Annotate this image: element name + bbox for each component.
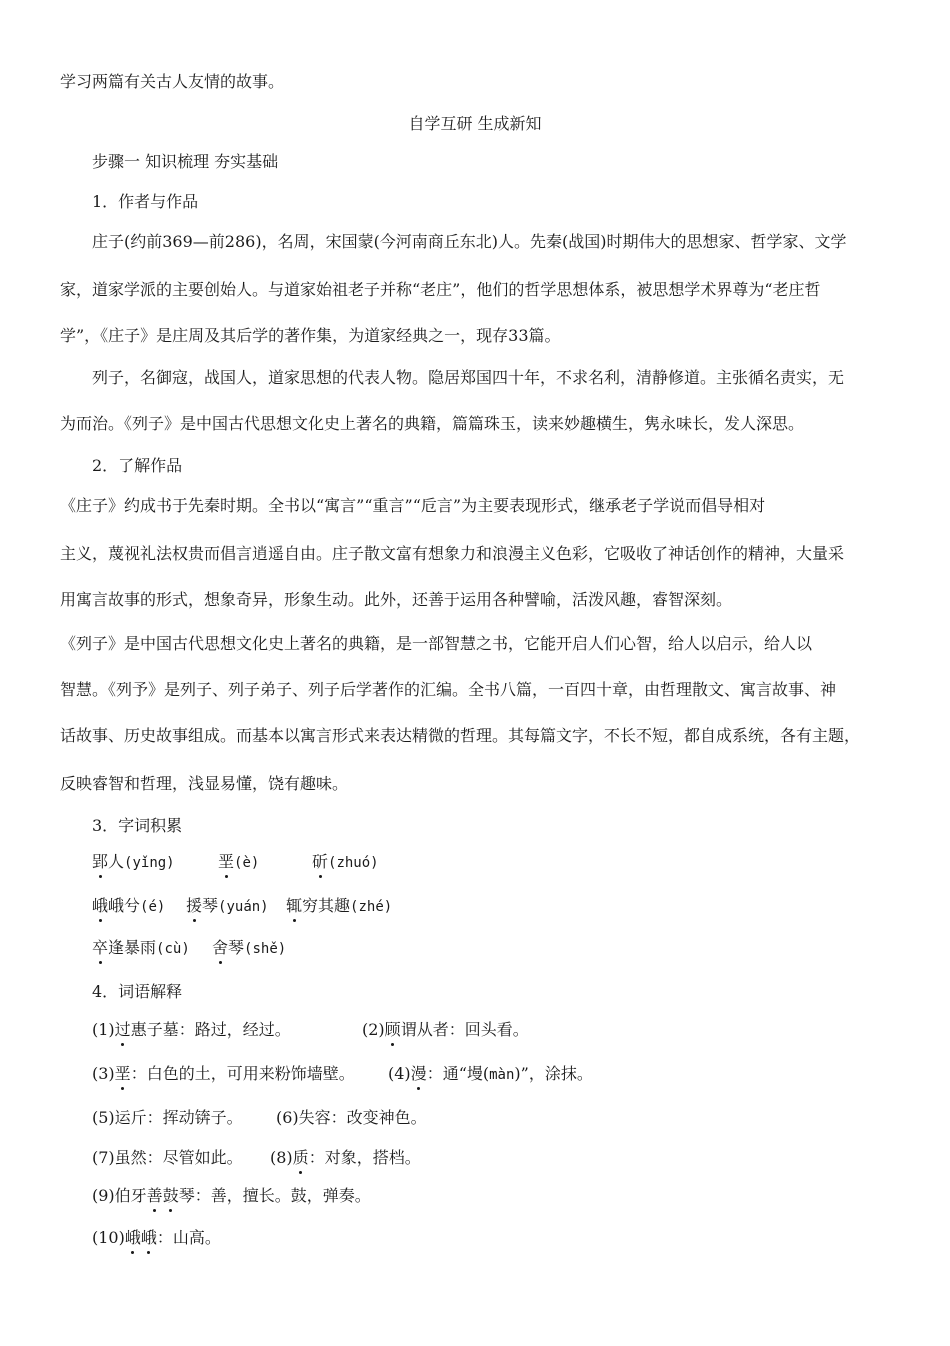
section3-heading: 3．字词积累 bbox=[92, 816, 183, 835]
definition-item: (3)垩：白色的土，可用来粉饰墙壁。 bbox=[92, 1064, 355, 1083]
definition-item: (5)运斤：挥动锛子。 bbox=[92, 1108, 243, 1127]
pinyin: (yǐng) bbox=[124, 855, 175, 871]
para-liezi-work-line: 《列子》是中国古代思想文化史上著名的典籍，是一部智慧之书，它能开启人们心智，给人以启示，给人以 bbox=[60, 634, 813, 653]
para-zhuangzi-work-line: 用寓言故事的形式，想象奇异，形象生动。此外，还善于运用各种譬喻，活泼风趣，睿智深刻。 bbox=[60, 590, 733, 609]
para-zhuangzi-author-line: 家，道家学派的主要创始人。与道家始祖老子并称“老庄”，他们的哲学思想体系，被思想学术界尊为“老庄哲 bbox=[60, 280, 821, 299]
pinyin: (cù) bbox=[156, 941, 190, 957]
vocab-item: 郢人(yǐng) bbox=[92, 852, 175, 871]
emphasis-char: 斫 bbox=[312, 852, 329, 871]
para-liezi-author-line: 为而治。《列子》是中国古代思想文化史上著名的典籍，篇篇珠玉，读来妙趣横生，隽永味长，发人深思。 bbox=[60, 414, 805, 433]
pinyin: (é) bbox=[140, 899, 166, 915]
emphasis-char: 援 bbox=[186, 896, 203, 915]
vocab-item: 峨峨兮(é) bbox=[92, 896, 166, 915]
emphasis-char: 峨 bbox=[140, 1228, 157, 1247]
definition-item: (4)漫：通“墁(màn)”，涂抹。 bbox=[388, 1064, 593, 1083]
para-liezi-work-line: 智慧。《列予》是列子、列子弟子、列子后学著作的汇编。全书八篇，一百四十章，由哲理散文、寓言故事、神 bbox=[60, 680, 837, 699]
emphasis-char: 过 bbox=[114, 1020, 131, 1039]
intro-tail-text: 学习两篇有关古人友情的故事。 bbox=[60, 72, 285, 91]
vocab-item: 舍琴(shě) bbox=[212, 938, 287, 957]
para-zhuangzi-work-line: 《庄子》约成书于先秦时期。全书以“寓言”“重言”“卮言”为主要表现形式，继承老子学说而倡导相对 bbox=[60, 496, 766, 515]
vocab-item bbox=[312, 852, 379, 873]
vocab-item: 卒逢暴雨(cù) bbox=[92, 938, 190, 957]
pinyin: (shě) bbox=[244, 941, 287, 957]
section1-heading: 1．作者与作品 bbox=[92, 192, 199, 211]
emphasis-char: 舍 bbox=[212, 938, 229, 957]
section4-heading: 4．词语解释 bbox=[92, 982, 183, 1001]
pinyin: (è) bbox=[234, 855, 260, 871]
emphasis-char: 顾 bbox=[384, 1020, 401, 1039]
emphasis-char: 垩 bbox=[218, 852, 235, 871]
definition-item: (7)虽然：尽管如此。 bbox=[92, 1148, 243, 1167]
emphasis-char: 善 bbox=[146, 1186, 163, 1205]
emphasis-char: 郢 bbox=[92, 852, 109, 871]
para-zhuangzi-work-line: 主义，蔑视礼法权贵而倡言逍遥自由。庄子散文富有想象力和浪漫主义色彩，它吸收了神话创作的精神，大量采 bbox=[60, 544, 845, 563]
emphasis-char: 峨 bbox=[124, 1228, 141, 1247]
definition-item: (8)质：对象，搭档。 bbox=[270, 1148, 421, 1167]
emphasis-char: 辄 bbox=[286, 896, 303, 915]
emphasis-char: 垩 bbox=[114, 1064, 131, 1083]
emphasis-char: 峨 bbox=[92, 896, 109, 915]
para-liezi-work-line: 反映睿智和哲理，浅显易懂，饶有趣味。 bbox=[60, 774, 349, 793]
vocab-item: 援琴(yuán) bbox=[186, 896, 269, 915]
pinyin: (yuán) bbox=[218, 899, 269, 915]
para-liezi-work-line: 话故事、历史故事组成。而基本以寓言形式来表达精微的哲理。其每篇文字，不长不短，都自成系统，各有主题， bbox=[60, 726, 861, 745]
definition-item: (2)顾谓从者：回头看。 bbox=[362, 1020, 529, 1039]
section2-heading: 2．了解作品 bbox=[92, 456, 183, 475]
para-zhuangzi-author-line: 庄子(约前369—前286)，名周，宋国蒙(今河南商丘东北)人。先秦(战国)时期伟大的思想家、哲学家、文学 bbox=[92, 232, 847, 251]
definition-item: (6)失容：改变神色。 bbox=[276, 1108, 427, 1127]
definition-item: (9)伯牙善鼓琴：善，擅长。鼓，弹奏。 bbox=[92, 1186, 371, 1205]
para-zhuangzi-author-line: 学”，《庄子》是庄周及其后学的著作集，为道家经典之一，现存33篇。 bbox=[60, 326, 561, 345]
definition-item: (1)过惠子墓：路过，经过。 bbox=[92, 1020, 291, 1039]
emphasis-char: 漫 bbox=[410, 1064, 427, 1083]
emphasis-char: 鼓 bbox=[162, 1186, 179, 1205]
section-title: 自学互研 生成新知 bbox=[408, 114, 542, 133]
pinyin: màn bbox=[489, 1067, 515, 1083]
step1-title: 步骤一 知识梳理 夯实基础 bbox=[92, 152, 279, 171]
pinyin: (zhuó) bbox=[328, 855, 379, 871]
pinyin: (zhé) bbox=[350, 899, 393, 915]
definition-item: (10)峨峨：山高。 bbox=[92, 1228, 221, 1247]
emphasis-char: 卒 bbox=[92, 938, 109, 957]
emphasis-char: 质 bbox=[292, 1148, 309, 1167]
vocab-item: 辄穷其趣(zhé) bbox=[286, 896, 393, 915]
para-liezi-author-line: 列子，名御寇，战国人，道家思想的代表人物。隐居郑国四十年，不求名利，清静修道。主张循名责实，无 bbox=[92, 368, 845, 387]
vocab-item bbox=[218, 852, 259, 873]
